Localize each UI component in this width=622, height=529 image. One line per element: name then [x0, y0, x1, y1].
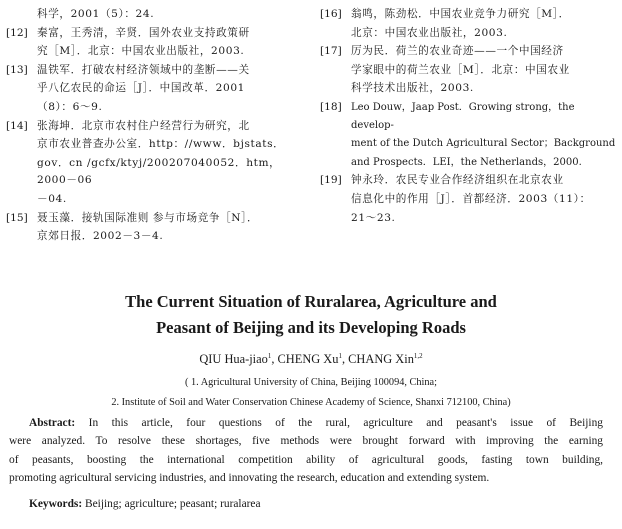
reference-number: [6, 6, 37, 24]
reference-number: [16]: [320, 8, 342, 20]
reference-item: [320, 172, 616, 227]
reference-number: [320, 25, 351, 43]
author-affiliation-mark: 1: [267, 352, 272, 360]
reference-item: [6, 118, 296, 209]
reference-number: [6, 191, 37, 209]
reference-number: [19]: [320, 174, 342, 187]
abstract-label: Abstract:: [29, 417, 76, 429]
reference-text: 乎八亿农民的命运［J］．中国改革．2001: [37, 82, 246, 95]
abstract-line: [9, 414, 603, 432]
reference-text: 秦富，王秀清，辛贤．国外农业支持政策研: [37, 26, 250, 39]
author-name: CHANG Xin: [348, 352, 414, 367]
author-name: CHENG Xu: [277, 352, 339, 367]
reference-text: 科学，2001（5）：24.: [37, 8, 155, 20]
reference-text: ment of the Dutch Agricultural Sector；Background: [351, 138, 616, 150]
reference-text: 21～23.: [351, 211, 396, 224]
reference-text: 聂玉藻．接轨国际准则 参与市场竞争［N］．: [37, 211, 259, 224]
keywords-label: Keywords:: [29, 498, 83, 510]
reference-number: [6, 99, 37, 117]
reference-number: [17]: [320, 45, 342, 58]
keywords-text: Beijing; agriculture; peasant; ruralarea: [85, 498, 261, 510]
reference-number: [6, 228, 37, 246]
reference-text: 张海坤．北京市农村住户经营行为研究，北: [37, 119, 250, 132]
reference-text: 钟永玲．农民专业合作经济组织在北京农业: [351, 174, 564, 187]
reference-text: 究［M］．北京：中国农业出版社，2003.: [37, 45, 245, 58]
reference-number: [320, 210, 351, 228]
reference-item: [6, 25, 296, 61]
reference-text: Leo Douw，Jaap Post．Growing strong，the develop-: [351, 101, 575, 131]
author-list: [0, 352, 622, 367]
reference-number: [320, 62, 351, 80]
author-separator: ,: [341, 352, 349, 367]
reference-number: [15]: [6, 211, 28, 224]
reference-item: [320, 43, 616, 98]
reference-text: 厉为民．荷兰的农业奇迹——一个中国经济: [351, 45, 564, 58]
reference-number: [6, 80, 37, 98]
reference-number: [13]: [6, 63, 28, 76]
references-left-column: [6, 6, 296, 247]
abstract-line: were analyzed. To resolve these shortages, five methods were brought forward with improving the earning: [9, 435, 603, 448]
paper-title-line-1: The Current Situation of Ruralarea, Agriculture and: [125, 292, 497, 311]
keywords: [29, 498, 261, 510]
reference-text: 京郊日报．2002－3－4.: [37, 230, 164, 243]
reference-number: [320, 135, 351, 153]
reference-number: [6, 136, 37, 154]
author-affiliation-mark: 1: [338, 352, 342, 360]
reference-item: [320, 6, 616, 42]
reference-text: and Prospects．LEI，the Netherlands，2000.: [351, 156, 582, 168]
reference-text: 信息化中的作用［J］．首都经济．2003（11）：: [351, 192, 591, 205]
reference-text: 温铁军．打破农村经济领域中的垄断——关: [37, 63, 250, 76]
references-right-column: [320, 6, 616, 228]
reference-number: [320, 80, 351, 98]
reference-text: （8）：6～9.: [37, 100, 103, 113]
reference-text: 京市农业普查办公室．http：//www．bjstats．: [37, 138, 285, 151]
abstract-line: promoting agricultural servicing industries, and innovating the research, education and extending system.: [9, 471, 490, 484]
reference-text: gov．cn /gcfx/ktyj/200207040052．htm，2000－06: [37, 156, 281, 187]
reference-number: [14]: [6, 119, 28, 132]
reference-item: [6, 6, 296, 24]
paper-title-line-2: Peasant of Beijing and its Developing Roads: [156, 318, 466, 337]
affiliation-2: 2. Institute of Soil and Water Conservation Chinese Academy of Science, Shanxi 712100, China): [111, 397, 511, 408]
reference-text: 科学技术出版社，2003.: [351, 82, 474, 95]
reference-number: [6, 43, 37, 61]
reference-number: [6, 155, 37, 190]
reference-text: 翁鸣，陈劲松．中国农业竞争力研究［M］．: [351, 8, 570, 20]
reference-item: [6, 62, 296, 117]
reference-text: 北京：中国农业出版社，2003.: [351, 26, 508, 39]
affiliation-1: ( 1. Agricultural University of China, Beijing 100094, China;: [185, 377, 437, 388]
reference-number: [12]: [6, 26, 28, 39]
reference-text: －04.: [37, 192, 67, 205]
author-name: QIU Hua-jiao: [199, 352, 268, 367]
reference-number: [320, 154, 351, 172]
reference-text: 学家眼中的荷兰农业［M］．北京：中国农业: [351, 63, 570, 76]
reference-number: [18]: [320, 100, 342, 113]
abstract: [9, 414, 603, 487]
abstract-text: In this article, four questions of the rural, agriculture and peasant's issue of Beijing: [88, 417, 603, 429]
reference-item: [6, 210, 296, 246]
abstract-line: of peasants, boosting the international competition ability of agricultural goods, fasting town building,: [9, 453, 603, 466]
reference-number: [320, 191, 351, 209]
reference-item: [320, 99, 616, 171]
author-separator: ,: [271, 352, 278, 367]
author-affiliation-mark: 1,2: [413, 352, 423, 360]
